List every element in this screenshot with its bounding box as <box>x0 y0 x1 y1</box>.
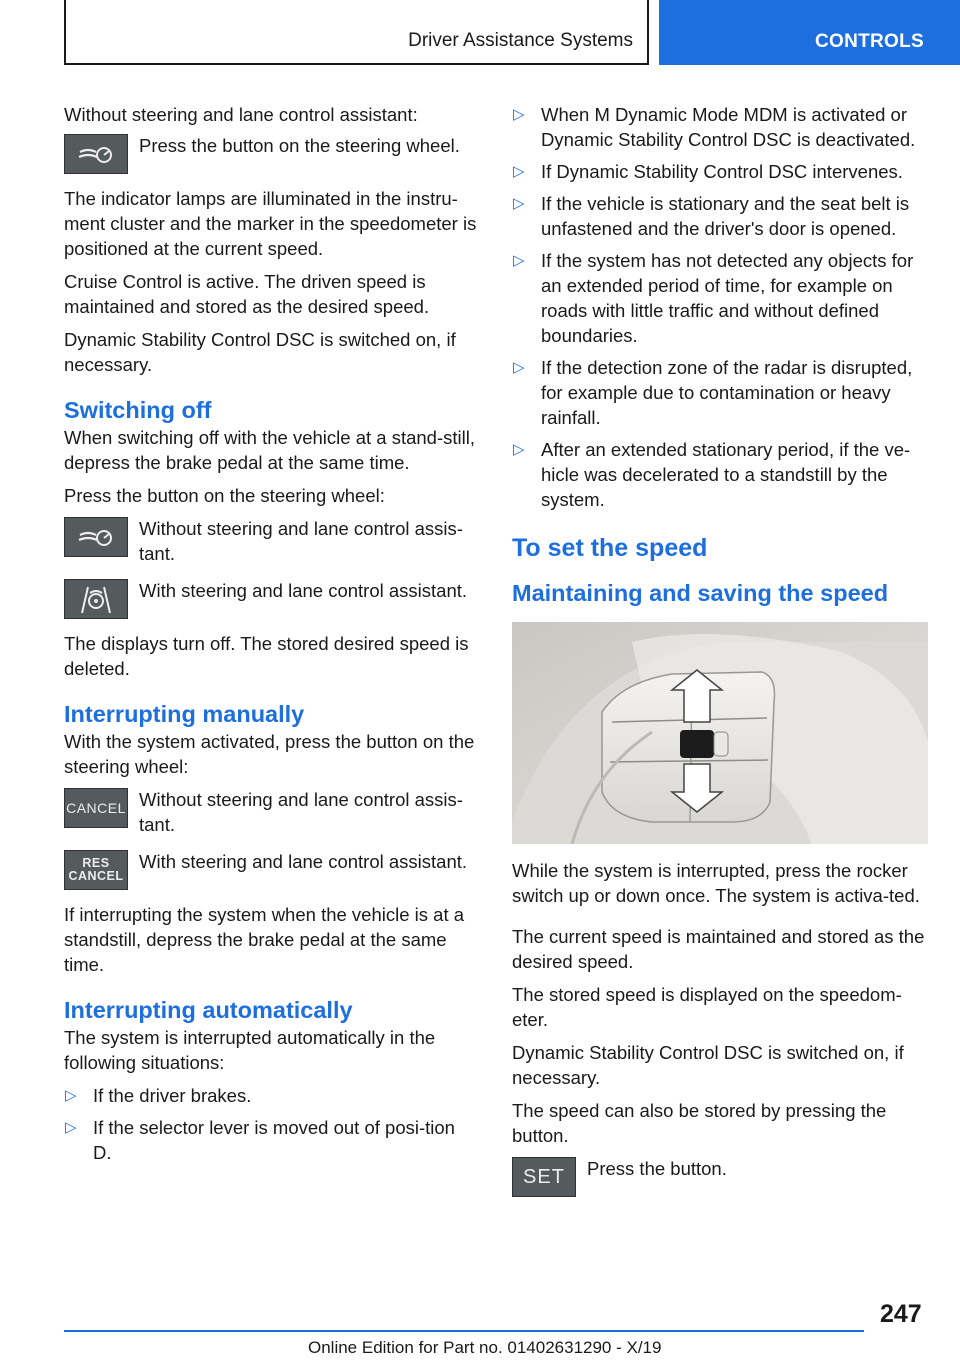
triangle-bullet-icon: ▷ <box>65 1119 77 1136</box>
heading-maintaining-speed: Maintaining and saving the speed <box>512 580 889 606</box>
left-column <box>64 102 478 1172</box>
footer-divider <box>64 1330 864 1332</box>
section-title: Driver Assistance Systems <box>408 30 633 51</box>
store-by-button-text: The speed can also be stored by pressing the button. <box>512 1100 887 1146</box>
dsc-on-text: Dynamic Stability Control DSC is switched on, if necessary. <box>512 1042 904 1088</box>
cruise-control-button-icon <box>64 134 128 174</box>
page-number: 247 <box>880 1300 922 1328</box>
icon-row-with <box>64 578 478 619</box>
list-item: ▷ After an extended stationary period, if the ve-hicle was decelerated to a standstill by the system. <box>513 439 911 510</box>
chapter-tab[interactable] <box>659 0 960 65</box>
displays-off-text: The displays turn off. The stored desired speed is deleted. <box>64 633 469 679</box>
right-bullet-list <box>512 102 930 512</box>
list-item: ▷ If the system has not detected any objects for an extended period of time, for example on roads with little traffic and without defined boundaries. <box>513 250 914 346</box>
icon-row-without <box>64 516 478 566</box>
heading-switching-off: Switching off <box>64 397 212 423</box>
list-item: ▷ If the driver brakes. <box>65 1085 252 1106</box>
list-item: ▷ If the detection zone of the radar is disrupted, for example due to contamination or heavy rainfall. <box>513 357 913 428</box>
press-button-text: Press the button on the steering wheel: <box>64 485 385 506</box>
switching-off-text: When switching off with the vehicle at a stand-still, depress the brake pedal at the same time. <box>64 427 475 473</box>
heading-set-speed: To set the speed <box>512 534 708 562</box>
press-the-button-text: Press the button. <box>587 1158 727 1179</box>
icon-row-cruise <box>64 133 478 174</box>
left-bullet-list <box>64 1083 478 1165</box>
intro-text: Without steering and lane control assistant: <box>64 104 418 125</box>
cancel-button-label: CANCEL <box>66 800 126 816</box>
rocker-switch-text: While the system is interrupted, press the rocker switch up or down once. The system is activa-ted. <box>512 860 920 906</box>
dsc-text: Dynamic Stability Control DSC is switched on, if necessary. <box>64 329 456 375</box>
cancel-button-icon <box>64 788 128 828</box>
footer-edition: Online Edition for Part no. 01402631290 - X/19 <box>308 1338 662 1357</box>
header-section-box <box>64 0 649 65</box>
list-item: ▷ If Dynamic Stability Control DSC intervenes. <box>513 161 903 182</box>
steering-wheel-rocker-photo <box>512 622 928 844</box>
current-speed-text: The current speed is maintained and stored as the desired speed. <box>512 926 925 972</box>
res-cancel-label: CANCEL <box>68 869 124 883</box>
triangle-bullet-icon: ▷ <box>513 441 525 458</box>
triangle-bullet-icon: ▷ <box>513 252 525 269</box>
lane-assist-button-icon <box>64 579 128 619</box>
indicator-text: The indicator lamps are illuminated in the instru-ment cluster and the marker in the speedometer is positioned at the current speed. <box>64 188 477 259</box>
interrupt-auto-text: The system is interrupted automatically in the following situations: <box>64 1027 436 1073</box>
heading-interrupting-automatically: Interrupting automatically <box>64 997 353 1023</box>
list-item: ▷ If the vehicle is stationary and the seat belt is unfastened and the driver's door is opened. <box>513 193 910 239</box>
icon-row-res-cancel <box>64 849 478 890</box>
interrupt-manual-text: With the system activated, press the button on the steering wheel: <box>64 731 475 777</box>
speedometer-text: The stored speed is displayed on the speedom-eter. <box>512 984 902 1030</box>
triangle-bullet-icon: ▷ <box>513 163 525 180</box>
cancel-without-text: Without steering and lane control assis-tant. <box>139 789 463 835</box>
without-assistant-text: Without steering and lane control assis-tant. <box>139 518 463 564</box>
triangle-bullet-icon: ▷ <box>513 195 525 212</box>
cruise-control-button-icon <box>64 517 128 557</box>
res-with-text: With steering and lane control assistant. <box>139 851 468 872</box>
heading-interrupting-manually: Interrupting manually <box>64 701 305 727</box>
set-button-icon <box>512 1157 576 1197</box>
set-button-label: SET <box>523 1165 565 1188</box>
chapter-label: CONTROLS <box>815 31 925 52</box>
list-item: ▷ If the selector lever is moved out of posi-tion D. <box>65 1117 455 1163</box>
icon-row-cancel <box>64 787 478 837</box>
with-assistant-text: With steering and lane control assistant. <box>139 580 468 601</box>
res-label: RES <box>82 856 110 870</box>
press-wheel-text: Press the button on the steering wheel. <box>139 135 460 156</box>
triangle-bullet-icon: ▷ <box>513 106 525 123</box>
list-item: ▷ When M Dynamic Mode MDM is activated or Dynamic Stability Control DSC is deactivated. <box>513 104 916 150</box>
triangle-bullet-icon: ▷ <box>65 1087 77 1104</box>
icon-row-set <box>512 1156 930 1197</box>
standstill-text: If interrupting the system when the vehicle is at a standstill, depress the brake pedal at the same time. <box>64 904 465 975</box>
right-column <box>512 102 930 1209</box>
cruise-active-text: Cruise Control is active. The driven speed is maintained and stored as the desired speed. <box>64 271 430 317</box>
triangle-bullet-icon: ▷ <box>513 359 525 376</box>
res-cancel-button-icon <box>64 850 128 890</box>
